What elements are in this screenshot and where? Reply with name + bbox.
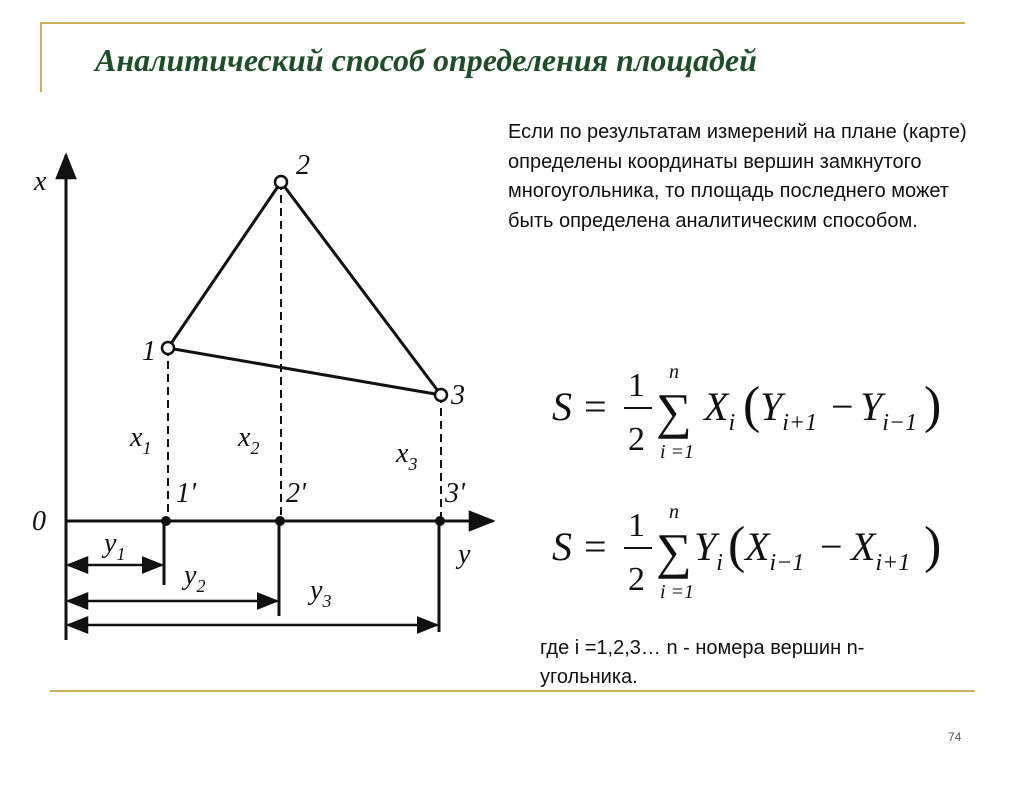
svg-text:i =1: i =1 xyxy=(660,441,695,463)
svg-text:∑: ∑ xyxy=(656,523,692,579)
svg-text:n: n xyxy=(669,501,679,523)
polygon-edges xyxy=(168,182,441,395)
svg-text:S: S xyxy=(552,524,572,569)
origin-label: 0 xyxy=(32,506,46,537)
proj-2-label: 2' xyxy=(286,478,306,509)
svg-text:1: 1 xyxy=(628,507,645,544)
top-divider xyxy=(40,22,965,24)
proj-3-label: 3' xyxy=(445,478,465,509)
svg-text:n: n xyxy=(669,361,679,383)
vertex-1-label: 1 xyxy=(142,336,156,367)
bottom-divider xyxy=(50,690,975,692)
svg-text:2: 2 xyxy=(628,421,645,458)
svg-text:Yi: $Y_i$ xyxy=(694,524,723,576)
svg-text:=: = xyxy=(584,524,607,569)
axis-x-label: x xyxy=(34,166,47,197)
x1-label: $x_1$ xyxy=(130,422,152,458)
x3-label: $x_3$ xyxy=(396,438,418,474)
svg-text:(: ( xyxy=(728,517,746,574)
left-divider xyxy=(40,22,42,92)
x2-label: $x_2$ xyxy=(238,422,260,458)
svg-text:2: 2 xyxy=(628,561,645,598)
index-footnote: где i =1,2,3… n - номера вершин n-угольника. xyxy=(540,637,865,688)
y2-label: $y_2$ xyxy=(184,560,206,596)
axis-y-label: y xyxy=(458,539,471,570)
svg-text:Xi+1: $X_{i+1}$ xyxy=(851,524,911,576)
proj-1-label: 1' xyxy=(176,478,196,509)
y3-label: $y_3$ xyxy=(310,575,332,611)
svg-text:=: = xyxy=(584,384,607,429)
svg-text:Xi−1: $X_{i-1}$ xyxy=(745,524,805,576)
slide-title: Аналитический способ определения площадей xyxy=(95,42,757,78)
area-formula-1 xyxy=(548,360,958,470)
vertex-3-label: 3 xyxy=(451,380,465,411)
svg-text:1: 1 xyxy=(628,367,645,404)
vertex-1 xyxy=(162,342,174,354)
projection-point-1 xyxy=(161,516,171,526)
vertex-3 xyxy=(435,389,447,401)
projection-point-3 xyxy=(435,516,445,526)
svg-text:Yi+1: $Y_{i+1}$ xyxy=(760,384,818,436)
svg-text:(: ( xyxy=(743,377,761,434)
svg-text:S: S xyxy=(552,384,572,429)
svg-text:∑: ∑ xyxy=(656,383,692,439)
svg-text:Yi−1: $Y_{i-1}$ xyxy=(860,384,918,436)
svg-text:Xi: $X_i$ xyxy=(704,384,736,436)
projection-point-2 xyxy=(275,516,285,526)
svg-text:): ) xyxy=(924,377,942,434)
svg-text:−: − xyxy=(820,524,843,569)
svg-text:−: − xyxy=(831,384,854,429)
intro-text: Если по результатам измерений на плане (карте) определены координаты вершин замкнутого многоугольника, то площадь последнего может быть определена аналитическим способом. xyxy=(508,121,967,232)
svg-text:i =1: i =1 xyxy=(660,581,695,603)
vertex-2-label: 2 xyxy=(296,150,310,181)
page-number: 74 xyxy=(948,730,962,744)
vertex-2 xyxy=(275,176,287,188)
svg-text:): ) xyxy=(924,517,942,574)
y1-label: $y_1$ xyxy=(104,528,126,564)
area-formula-2 xyxy=(548,500,958,610)
